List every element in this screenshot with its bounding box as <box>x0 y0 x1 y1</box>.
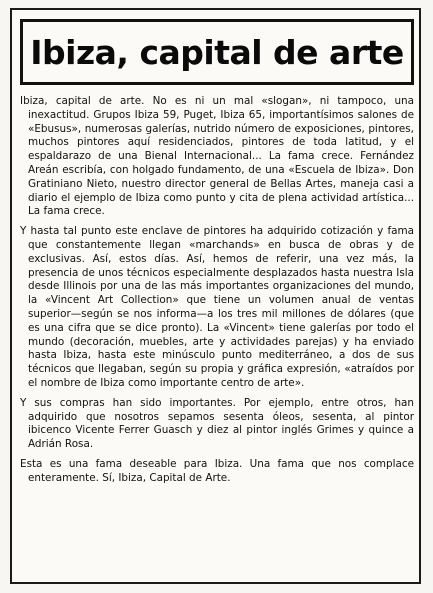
paragraph: Esta es una fama deseable para Ibiza. Una fama que nos complace enteramente. Sí, Ibiza, Capital de Arte. <box>20 457 414 484</box>
paragraph: Y sus compras han sido importantes. Por ejemplo, entre otros, han adquirido que nosotros sepamos sesenta óleos, sesenta, al pintor ibicenco Vicente Ferrer Guasch y diez al pintor inglés Grimes y quince a Adrián Rosa. <box>20 396 414 451</box>
paragraph: Ibiza, capital de arte. No es ni un mal «slogan», ni tampoco, una inexactitud. Grupos Ibiza 59, Puget, Ibiza 65, importantísimos salones de «Ebusus», numerosas galerías, nutrido número de exposiciones, pintores, muchos pintores aquí residenciados, pintores de toda latitud, y el espaldarazo de una Bienal Internacional... La fama crece. Fernández Areán escribía, con holgado fundamento, de una «Escuela de Ibiza». Don Gratiniano Nieto, nuestro director general de Bellas Artes, maneja casi a diario el ejemplo de Ibiza como punto y cita de plena actividad artística... La fama crece. <box>20 95 414 218</box>
headline-box <box>20 19 414 85</box>
paragraph: Y hasta tal punto este enclave de pintores ha adquirido cotización y fama que constantemente llegan «marchands» en busca de obras y de exclusivas. Así, estos días. Así, hemos de referir, una vez más, la presencia de unos técnicos especialmente desplazados hasta nuestra Isla desde Illinois por una de las más importantes organizaciones del mundo, la «Vincent Art Collection» que tiene un volumen anual de ventas superior—según se nos informa—a los tres mil millones de dólares (que es una cifra que se dice pronto). La «Vincent» tiene galerías por todo el mundo (decoración, muebles, arte y actividades parejas) y ha enviado hasta Ibiza, hasta este minúsculo punto mediterráneo, a dos de sus técnicos que llegaban, según su propia y gráfica expresión, «atraídos por el nombre de Ibiza como importante centro de arte». <box>20 225 414 389</box>
newspaper-clipping <box>10 8 421 584</box>
article-body <box>20 95 414 492</box>
headline: Ibiza, capital de arte <box>30 32 404 72</box>
